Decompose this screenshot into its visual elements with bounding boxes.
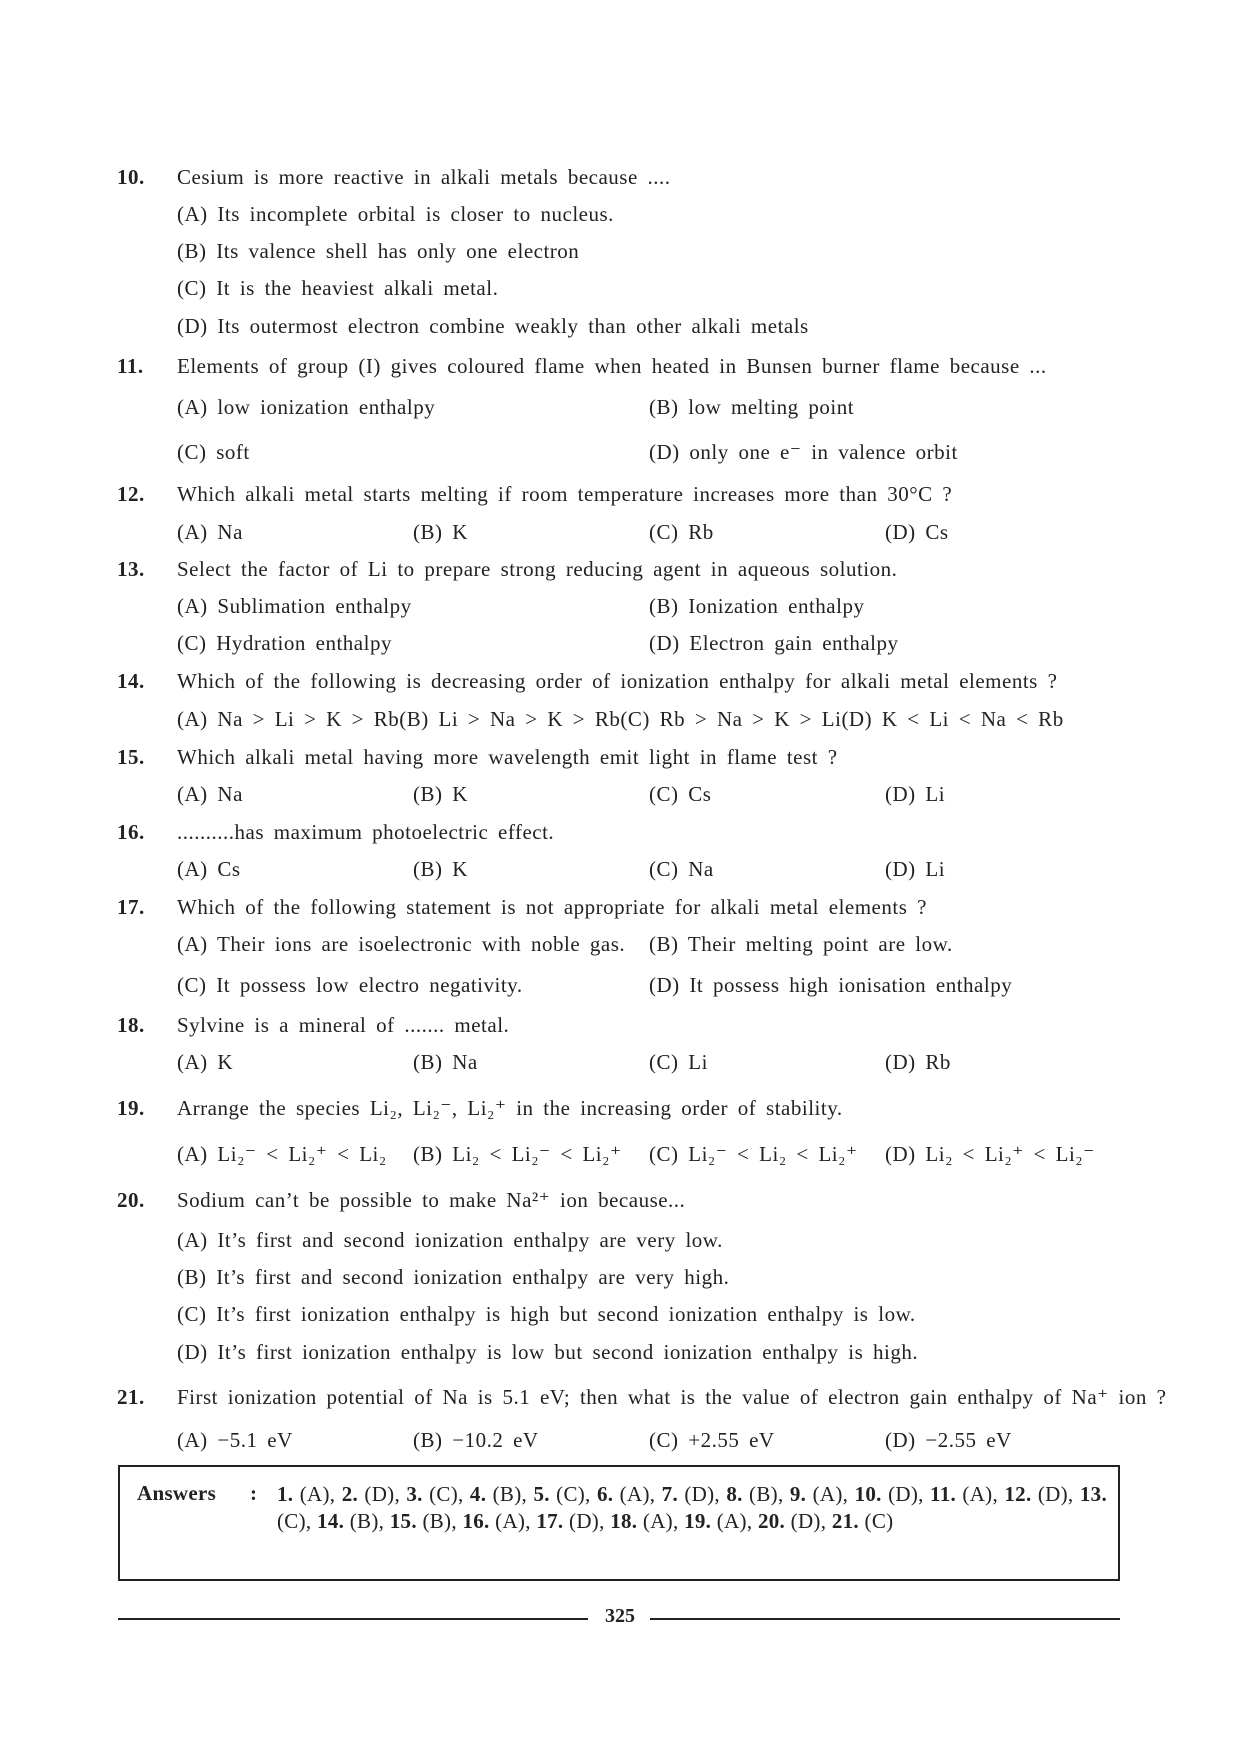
answer-item bbox=[317, 1509, 384, 1533]
answer-number: 1. bbox=[277, 1482, 294, 1506]
answer-value: (A), bbox=[956, 1482, 999, 1506]
option-b: (B) Li₂ < Li₂⁻ < Li₂⁺ bbox=[413, 1142, 622, 1166]
answers-colon: : bbox=[250, 1481, 258, 1505]
question-text: Sodium can’t be possible to make Na²⁺ ion because... bbox=[177, 1188, 686, 1212]
option-a: (A) Na bbox=[177, 782, 243, 806]
option-c: (C) Cs bbox=[649, 782, 712, 806]
answer-item bbox=[790, 1482, 848, 1506]
question-number: 14. bbox=[117, 669, 145, 693]
answer-value: (C), bbox=[422, 1482, 464, 1506]
answer-item bbox=[832, 1509, 894, 1533]
answer-value: (A), bbox=[293, 1482, 336, 1506]
option-b: (B) low melting point bbox=[649, 395, 855, 419]
answer-item bbox=[684, 1509, 752, 1533]
question-text: Select the factor of Li to prepare strong reducing agent in aqueous solution. bbox=[177, 557, 898, 581]
answer-number: 9. bbox=[789, 1482, 807, 1506]
answer-value: (A), bbox=[711, 1509, 753, 1533]
option-a: (A) −5.1 eV bbox=[177, 1428, 293, 1452]
answer-value: (A), bbox=[806, 1482, 849, 1506]
answer-number: 13. bbox=[1079, 1482, 1108, 1506]
answer-item bbox=[462, 1509, 530, 1533]
answer-item bbox=[597, 1482, 655, 1506]
question-text: Cesium is more reactive in alkali metals because .... bbox=[177, 165, 671, 189]
option-c: (C) soft bbox=[177, 440, 250, 464]
option-a: (A) K bbox=[177, 1050, 234, 1074]
option-b: (B) K bbox=[413, 857, 468, 881]
answer-item bbox=[536, 1509, 604, 1533]
answers-label: Answers bbox=[137, 1481, 217, 1505]
option-b: (B) −10.2 eV bbox=[413, 1428, 539, 1452]
option-a: (A) Sublimation enthalpy bbox=[177, 594, 412, 618]
answer-value: (A), bbox=[637, 1509, 679, 1533]
answer-number: 20. bbox=[757, 1509, 786, 1533]
option-d: (D) Electron gain enthalpy bbox=[649, 631, 899, 655]
answer-value: (D), bbox=[785, 1509, 827, 1533]
option-c: (C) Rb bbox=[649, 520, 714, 544]
option-d: (D) Cs bbox=[885, 520, 949, 544]
option-b: (B) It’s first and second ionization enthalpy are very high. bbox=[177, 1265, 730, 1289]
question-text: Which alkali metal having more wavelength emit light in flame test ? bbox=[177, 745, 838, 769]
options-line: (A) Na > Li > K > Rb(B) Li > Na > K > Rb(C) Rb > Na > K > Li(D) K < Li < Na < Rb bbox=[177, 707, 1064, 731]
answer-value: (D), bbox=[678, 1482, 720, 1506]
option-b: (B) Their melting point are low. bbox=[649, 932, 953, 956]
answer-number: 10. bbox=[854, 1482, 882, 1506]
option-d: (D) Rb bbox=[885, 1050, 951, 1074]
answer-item bbox=[855, 1482, 924, 1506]
footer-divider-left bbox=[118, 1618, 588, 1620]
question-number: 17. bbox=[117, 895, 145, 919]
option-d: (D) It’s first ionization enthalpy is low but second ionization enthalpy is high. bbox=[177, 1340, 919, 1364]
option-c: (C) Li₂⁻ < Li₂ < Li₂⁺ bbox=[649, 1142, 858, 1166]
answer-number: 14. bbox=[317, 1509, 345, 1533]
answer-number: 17. bbox=[536, 1509, 564, 1533]
answer-value: (A), bbox=[489, 1509, 531, 1533]
question-text: Arrange the species Li₂, Li₂⁻, Li₂⁺ in the increasing order of stability. bbox=[177, 1096, 843, 1120]
answer-value: (B), bbox=[486, 1482, 528, 1506]
answer-value: (D), bbox=[358, 1482, 401, 1506]
answer-number: 19. bbox=[684, 1509, 712, 1533]
answer-number: 2. bbox=[341, 1482, 359, 1506]
answer-item bbox=[726, 1482, 783, 1506]
answer-item bbox=[758, 1509, 826, 1533]
option-d: (D) Li bbox=[885, 857, 946, 881]
option-a: (A) low ionization enthalpy bbox=[177, 395, 436, 419]
option-d: (D) −2.55 eV bbox=[885, 1428, 1012, 1452]
option-b: (B) K bbox=[413, 520, 468, 544]
answer-value: (D), bbox=[1031, 1482, 1074, 1506]
option-a: (A) Their ions are isoelectronic with noble gas. bbox=[177, 932, 626, 956]
option-b: (B) Ionization enthalpy bbox=[649, 594, 865, 618]
answer-number: 7. bbox=[661, 1482, 679, 1506]
question-text: Which alkali metal starts melting if room temperature increases more than 30°C ? bbox=[177, 482, 953, 506]
answer-item bbox=[470, 1482, 527, 1506]
answer-number: 15. bbox=[389, 1509, 417, 1533]
answer-value: (C), bbox=[549, 1482, 591, 1506]
answer-number: 8. bbox=[726, 1482, 743, 1506]
answer-number: 16. bbox=[462, 1509, 490, 1533]
answer-value: (B), bbox=[742, 1482, 784, 1506]
answer-item bbox=[342, 1482, 400, 1506]
option-d: (D) It possess high ionisation enthalpy bbox=[649, 973, 1013, 997]
answer-item bbox=[662, 1482, 720, 1506]
answer-item bbox=[277, 1482, 335, 1506]
answer-number: 6. bbox=[596, 1482, 614, 1506]
option-d: (D) Its outermost electron combine weakly than other alkali metals bbox=[177, 314, 809, 338]
question-number: 21. bbox=[117, 1385, 145, 1409]
answer-value: (C) bbox=[858, 1509, 894, 1533]
question-number: 18. bbox=[117, 1013, 145, 1037]
answer-number: 11. bbox=[930, 1482, 957, 1506]
page-number: 325 bbox=[605, 1605, 635, 1627]
answer-number: 5. bbox=[533, 1482, 550, 1506]
option-d: (D) Li bbox=[885, 782, 946, 806]
question-number: 10. bbox=[117, 165, 145, 189]
answers-list bbox=[277, 1481, 1107, 1535]
answer-item bbox=[390, 1509, 457, 1533]
answer-number: 21. bbox=[831, 1509, 859, 1533]
answer-value: (B), bbox=[416, 1509, 457, 1533]
question-text: Which of the following is decreasing order of ionization enthalpy for alkali metal elements ? bbox=[177, 669, 1058, 693]
option-c: (C) It possess low electro negativity. bbox=[177, 973, 523, 997]
question-number: 13. bbox=[117, 557, 145, 581]
answer-value: (D), bbox=[563, 1509, 605, 1533]
answer-value: (D), bbox=[881, 1482, 924, 1506]
answer-number: 3. bbox=[406, 1482, 423, 1506]
answers-box bbox=[118, 1465, 1120, 1581]
question-text: Sylvine is a mineral of ....... metal. bbox=[177, 1013, 510, 1037]
option-d: (D) only one e⁻ in valence orbit bbox=[649, 440, 958, 464]
question-number: 11. bbox=[117, 354, 144, 378]
option-c: (C) Hydration enthalpy bbox=[177, 631, 392, 655]
option-c: (C) Na bbox=[649, 857, 714, 881]
answer-value: (B), bbox=[344, 1509, 385, 1533]
question-text: Elements of group (I) gives coloured flame when heated in Bunsen burner flame because ... bbox=[177, 354, 1047, 378]
answer-item bbox=[533, 1482, 590, 1506]
question-number: 19. bbox=[117, 1096, 145, 1120]
option-c: (C) Li bbox=[649, 1050, 708, 1074]
answer-value: (C), bbox=[277, 1509, 312, 1533]
answer-item bbox=[1004, 1482, 1073, 1506]
footer-divider-right bbox=[650, 1618, 1120, 1620]
question-number: 20. bbox=[117, 1188, 145, 1212]
answer-item bbox=[930, 1482, 998, 1506]
question-number: 15. bbox=[117, 745, 145, 769]
question-number: 16. bbox=[117, 820, 145, 844]
answer-value: (A), bbox=[613, 1482, 656, 1506]
option-b: (B) K bbox=[413, 782, 468, 806]
option-a: (A) It’s first and second ionization enthalpy are very low. bbox=[177, 1228, 723, 1252]
question-text: First ionization potential of Na is 5.1 eV; then what is the value of electron gain enthalpy of Na⁺ ion ? bbox=[177, 1385, 1167, 1409]
option-a: (A) Li₂⁻ < Li₂⁺ < Li₂ bbox=[177, 1142, 387, 1166]
option-a: (A) Na bbox=[177, 520, 243, 544]
option-a: (A) Cs bbox=[177, 857, 241, 881]
question-text: ..........has maximum photoelectric effect. bbox=[177, 820, 555, 844]
question-text: Which of the following statement is not appropriate for alkali metal elements ? bbox=[177, 895, 927, 919]
question-number: 12. bbox=[117, 482, 145, 506]
option-c: (C) It’s first ionization enthalpy is high but second ionization enthalpy is low. bbox=[177, 1302, 916, 1326]
option-a: (A) Its incomplete orbital is closer to nucleus. bbox=[177, 202, 614, 226]
option-c: (C) It is the heaviest alkali metal. bbox=[177, 276, 499, 300]
option-c: (C) +2.55 eV bbox=[649, 1428, 775, 1452]
answer-number: 4. bbox=[469, 1482, 487, 1506]
answer-number: 12. bbox=[1004, 1482, 1032, 1506]
answer-item bbox=[610, 1509, 678, 1533]
answer-number: 18. bbox=[610, 1509, 638, 1533]
option-d: (D) Li₂ < Li₂⁺ < Li₂⁻ bbox=[885, 1142, 1095, 1166]
answer-item bbox=[406, 1482, 463, 1506]
option-b: (B) Na bbox=[413, 1050, 478, 1074]
option-b: (B) Its valence shell has only one electron bbox=[177, 239, 580, 263]
